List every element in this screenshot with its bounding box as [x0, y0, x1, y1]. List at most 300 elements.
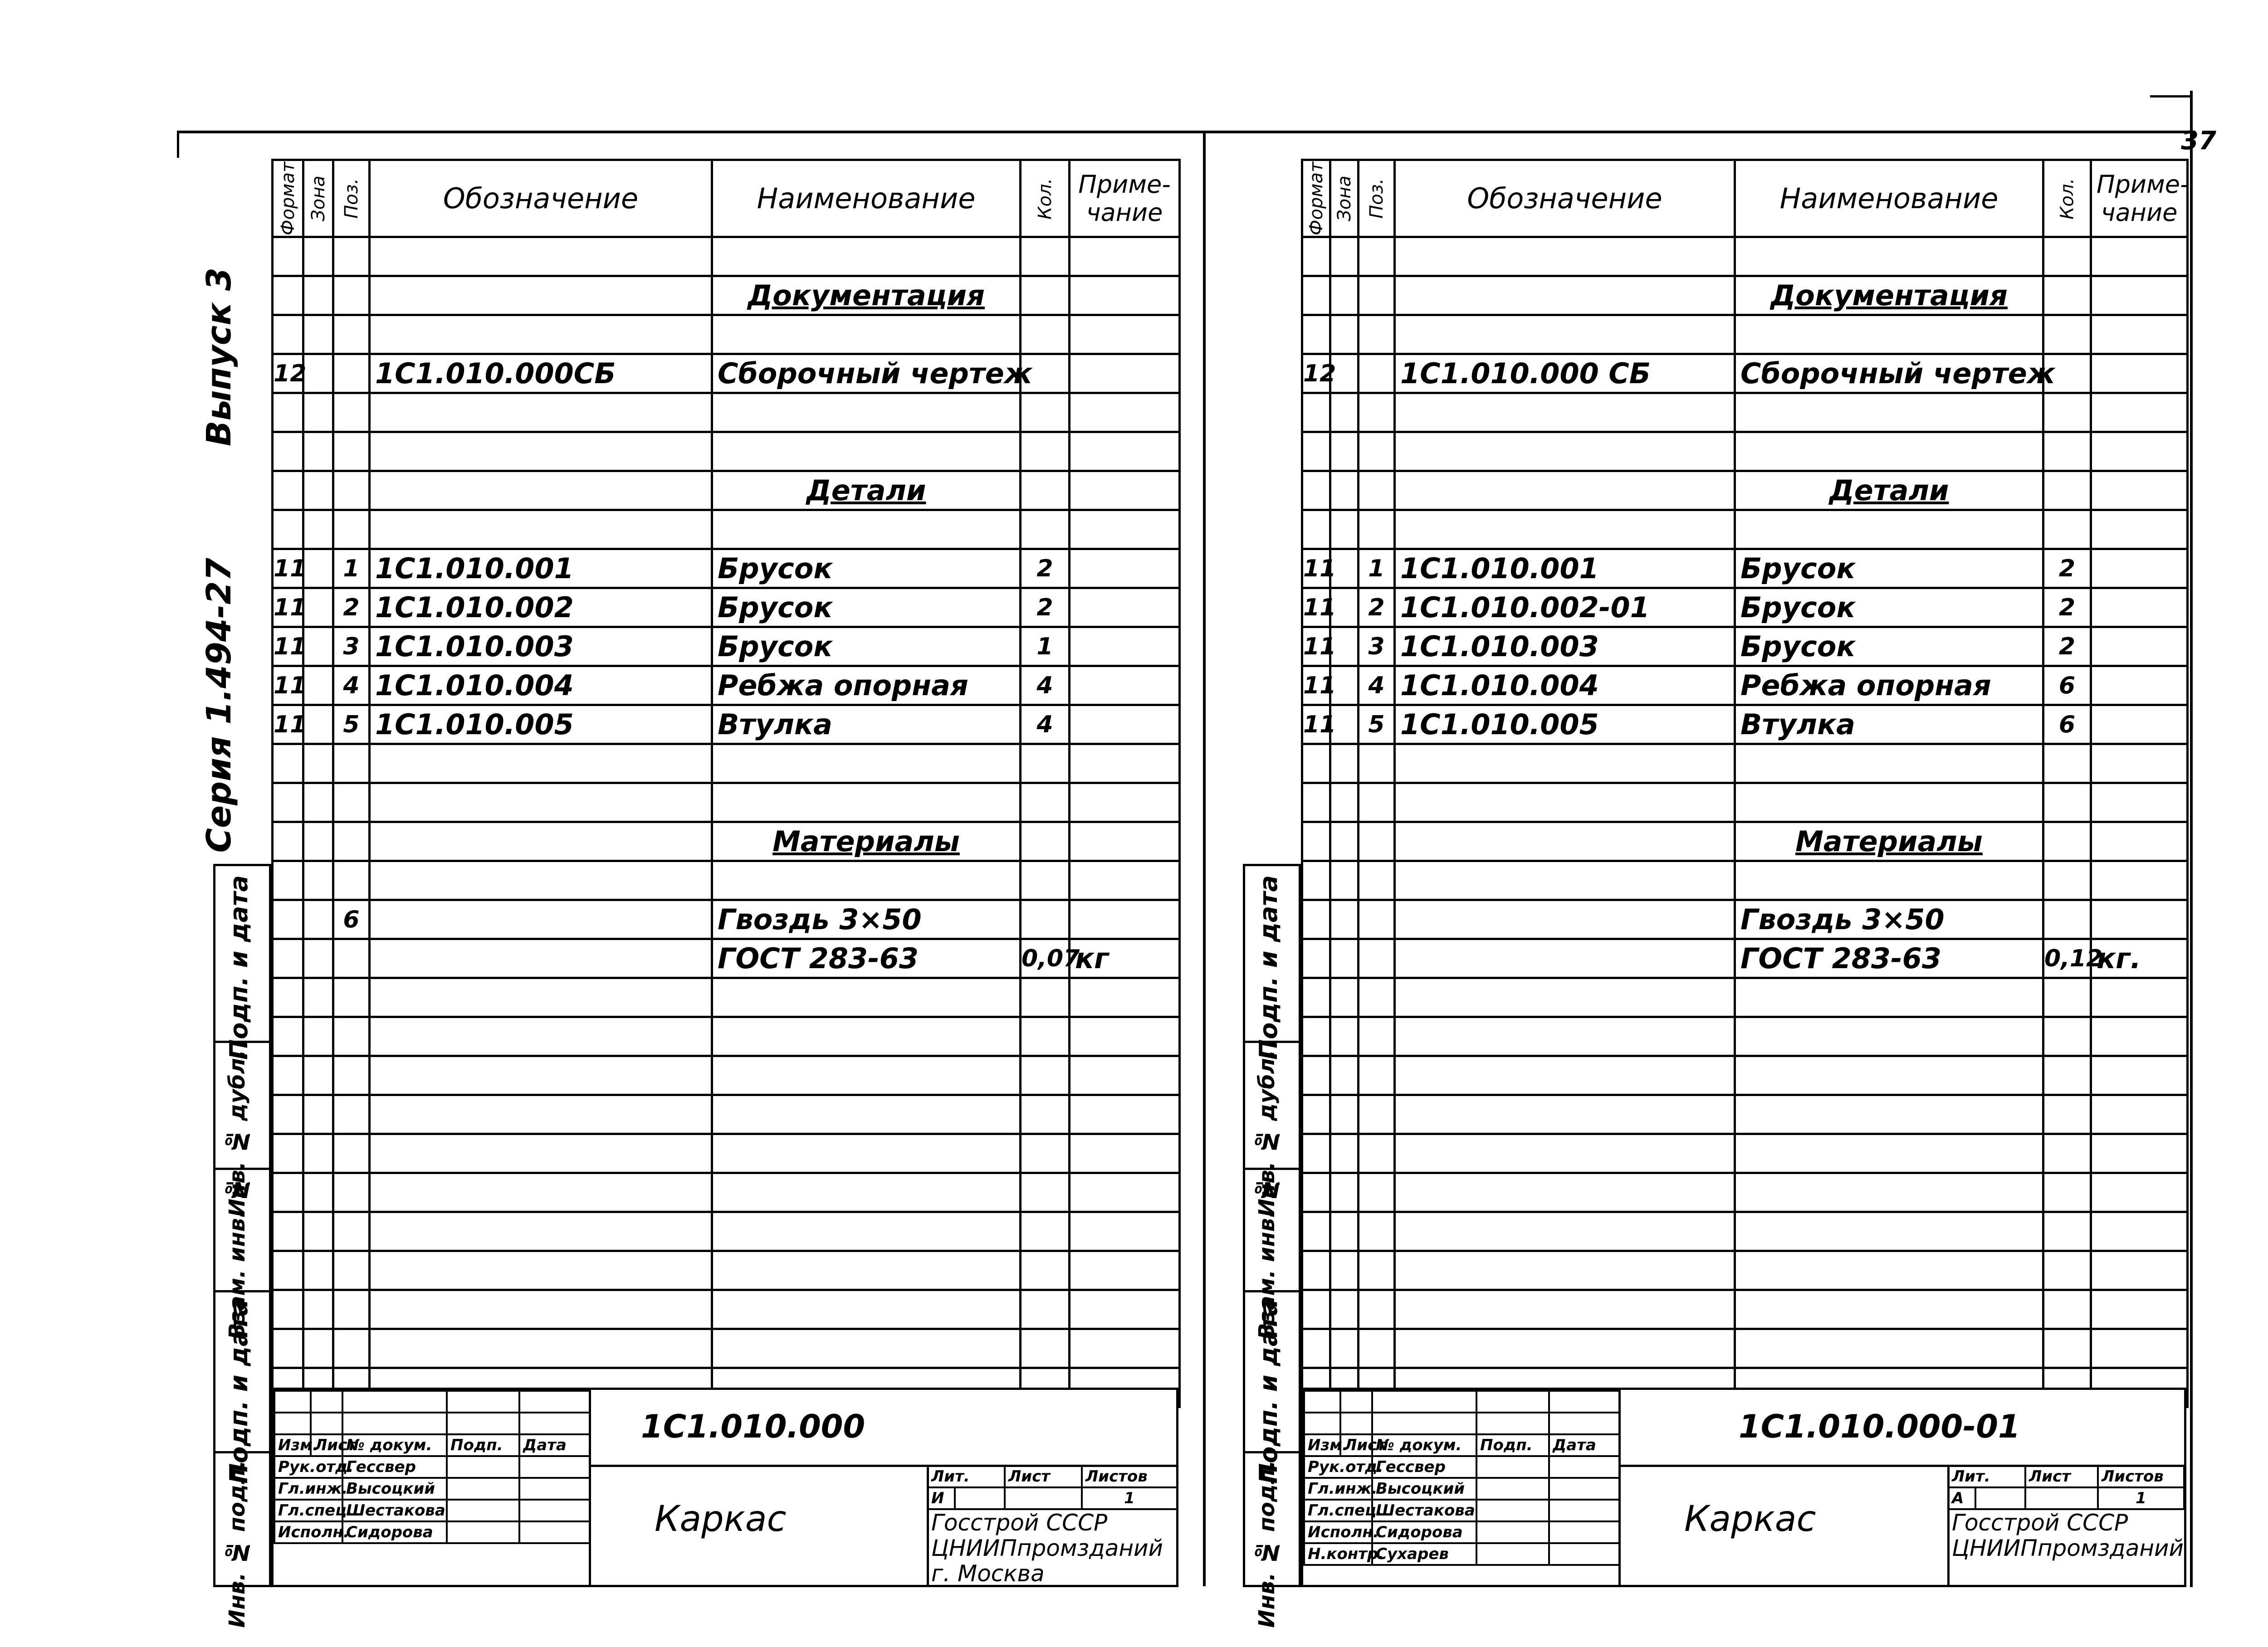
- format-cell: [273, 315, 303, 354]
- zone-cell: [303, 783, 333, 822]
- name-cell: [1735, 978, 2043, 1017]
- designation-cell: [370, 783, 712, 822]
- date: [519, 1521, 590, 1543]
- zone-cell: [1330, 978, 1359, 1017]
- name-cell: [1735, 1095, 2043, 1134]
- zone-cell: [1330, 1173, 1359, 1212]
- table-row: [273, 1095, 1180, 1134]
- note-cell: [2091, 744, 2188, 783]
- zone-cell: [303, 1017, 333, 1056]
- format-cell: [273, 471, 303, 510]
- note-cell: [1070, 1095, 1180, 1134]
- zone-cell: [303, 1173, 333, 1212]
- role: Рук.отд.: [274, 1456, 342, 1478]
- format-cell: [1302, 393, 1330, 432]
- note-cell: [1070, 744, 1180, 783]
- person-name: Сидорова: [1372, 1521, 1476, 1543]
- table-row: [1302, 510, 2188, 549]
- zone-cell: [1330, 822, 1359, 861]
- pos-cell: [1359, 1017, 1395, 1056]
- table-row: [273, 1212, 1180, 1251]
- note-cell: [1070, 666, 1180, 705]
- role: Гл.инж.: [1304, 1478, 1372, 1500]
- qty-cell: [1021, 1173, 1070, 1212]
- header-pos: Поз.: [1359, 160, 1395, 237]
- signature-blank-row: [1304, 1391, 1619, 1413]
- left-spec-table: [271, 159, 1181, 1408]
- pos-cell: [1359, 237, 1395, 276]
- person-name: Сидорова: [342, 1521, 447, 1543]
- pos-cell: 5: [1359, 705, 1395, 744]
- note-cell: [1070, 549, 1180, 588]
- qty-cell: [2043, 1290, 2091, 1329]
- zone-cell: [1330, 1212, 1359, 1251]
- designation-cell: [370, 315, 712, 354]
- signature: [447, 1456, 519, 1478]
- zone-cell: [303, 1134, 333, 1173]
- pos-cell: [333, 1056, 370, 1095]
- qty-cell: [1021, 900, 1070, 939]
- person-name: Шестакова: [342, 1500, 447, 1521]
- format-cell: [273, 1290, 303, 1329]
- zone-cell: [303, 237, 333, 276]
- qty-cell: 2: [2043, 549, 2091, 588]
- pos-cell: [1359, 744, 1395, 783]
- pos-cell: [333, 237, 370, 276]
- right-stamp-column: [1243, 864, 1301, 1628]
- note-cell: [1070, 1017, 1180, 1056]
- designation-cell: [1395, 237, 1735, 276]
- note-cell: [1070, 1290, 1180, 1329]
- note-cell: [2091, 627, 2188, 666]
- zone-cell: [303, 1290, 333, 1329]
- person-name: Шестакова: [1372, 1500, 1476, 1521]
- signature-header: № докум.: [342, 1434, 447, 1456]
- qty-cell: [1021, 978, 1070, 1017]
- zone-cell: [1330, 939, 1359, 978]
- table-row: [1302, 276, 2188, 315]
- designation-cell: [370, 393, 712, 432]
- zone-cell: [303, 393, 333, 432]
- top-left-tick: [177, 131, 179, 158]
- table-row: [273, 393, 1180, 432]
- zone-cell: [303, 549, 333, 588]
- note-cell: [2091, 354, 2188, 393]
- name-cell: [1735, 1212, 2043, 1251]
- pos-cell: [1359, 315, 1395, 354]
- person-name: Сухарев: [1372, 1543, 1476, 1565]
- pos-cell: [333, 1251, 370, 1290]
- name-cell: [1735, 783, 2043, 822]
- designation-cell: 1С1.010.003: [370, 627, 712, 666]
- sheets-value: 1: [2098, 1487, 2184, 1509]
- date: [1549, 1456, 1619, 1478]
- zone-cell: [303, 666, 333, 705]
- lit-value: А: [1948, 1487, 1975, 1509]
- header-designation: Обозначение: [1395, 160, 1735, 237]
- qty-cell: [2043, 1251, 2091, 1290]
- note-cell: [2091, 1134, 2188, 1173]
- qty-cell: [2043, 1329, 2091, 1368]
- designation-cell: [1395, 1212, 1735, 1251]
- name-cell: [712, 1056, 1021, 1095]
- zone-cell: [1330, 1251, 1359, 1290]
- format-cell: [1302, 900, 1330, 939]
- table-row: [1302, 237, 2188, 276]
- designation-cell: [370, 471, 712, 510]
- zone-cell: [303, 1251, 333, 1290]
- format-cell: [273, 237, 303, 276]
- person-name: Высоцкий: [1372, 1478, 1476, 1500]
- table-row: [273, 1251, 1180, 1290]
- format-cell: 11: [1302, 705, 1330, 744]
- pos-cell: 1: [333, 549, 370, 588]
- format-cell: [1302, 744, 1330, 783]
- table-row: [273, 354, 1180, 393]
- note-cell: [1070, 471, 1180, 510]
- signature-blank-row: [1304, 1413, 1619, 1434]
- designation-cell: [1395, 1134, 1735, 1173]
- name-cell: [712, 1095, 1021, 1134]
- qty-cell: [1021, 237, 1070, 276]
- pos-cell: 2: [1359, 588, 1395, 627]
- zone-cell: [1330, 900, 1359, 939]
- note-cell: [1070, 1134, 1180, 1173]
- pos-cell: 4: [333, 666, 370, 705]
- pos-cell: [333, 783, 370, 822]
- note-cell: [2091, 393, 2188, 432]
- pos-cell: 1: [1359, 549, 1395, 588]
- name-cell: [712, 1212, 1021, 1251]
- name-cell: [712, 744, 1021, 783]
- format-cell: [273, 939, 303, 978]
- signature-header: Лист: [311, 1434, 342, 1456]
- name-cell: Брусок: [712, 588, 1021, 627]
- item-name: Каркас: [1684, 1499, 1816, 1540]
- table-row: [1302, 978, 2188, 1017]
- qty-cell: [1021, 276, 1070, 315]
- zone-cell: [303, 471, 333, 510]
- note-cell: [1070, 276, 1180, 315]
- name-cell: [1735, 1134, 2043, 1173]
- name-cell: Втулка: [712, 705, 1021, 744]
- table-row: [1302, 1173, 2188, 1212]
- designation-cell: [370, 237, 712, 276]
- signature-row: [1304, 1500, 1619, 1521]
- table-row: [1302, 783, 2188, 822]
- table-row: [1302, 1251, 2188, 1290]
- table-row: [1302, 861, 2188, 900]
- designation-cell: 1С1.010.002-01: [1395, 588, 1735, 627]
- signature: [447, 1521, 519, 1543]
- lit-sheet-table: [1947, 1465, 2185, 1510]
- pos-cell: [333, 939, 370, 978]
- qty-cell: [1021, 822, 1070, 861]
- role: Исполн.: [1304, 1521, 1372, 1543]
- format-cell: 11: [273, 705, 303, 744]
- stamp-label: Подп. и дата: [1254, 1299, 1283, 1484]
- header-designation: Обозначение: [370, 160, 712, 237]
- item-name: Каркас: [655, 1499, 787, 1540]
- center-fold-line: [1203, 131, 1206, 1586]
- format-cell: [1302, 1251, 1330, 1290]
- designation-cell: [370, 1212, 712, 1251]
- designation-cell: [1395, 939, 1735, 978]
- designation-cell: [370, 939, 712, 978]
- table-row: [1302, 432, 2188, 471]
- designation-cell: [1395, 432, 1735, 471]
- qty-cell: [2043, 1173, 2091, 1212]
- pos-cell: [333, 1095, 370, 1134]
- signature: [1476, 1478, 1549, 1500]
- qty-cell: [2043, 510, 2091, 549]
- pos-cell: [1359, 1290, 1395, 1329]
- signature-header: № докум.: [1372, 1434, 1476, 1456]
- designation-cell: [1395, 315, 1735, 354]
- format-cell: [273, 393, 303, 432]
- table-row: [273, 588, 1180, 627]
- name-cell: [1735, 1017, 2043, 1056]
- header-pos: Поз.: [333, 160, 370, 237]
- table-row: [273, 1134, 1180, 1173]
- zone-cell: [303, 900, 333, 939]
- zone-cell: [1330, 510, 1359, 549]
- pos-cell: [1359, 900, 1395, 939]
- format-cell: [273, 1056, 303, 1095]
- table-row: [273, 861, 1180, 900]
- format-cell: [1302, 1056, 1330, 1095]
- designation-cell: 1С1.010.004: [370, 666, 712, 705]
- designation-cell: [1395, 510, 1735, 549]
- stamp-label: Подп. и дата: [225, 875, 253, 1060]
- format-cell: [1302, 1173, 1330, 1212]
- note-cell: [1070, 432, 1180, 471]
- pos-cell: 5: [333, 705, 370, 744]
- qty-cell: [1021, 1134, 1070, 1173]
- table-row: [273, 1290, 1180, 1329]
- format-cell: [273, 1251, 303, 1290]
- signature-row: [1304, 1543, 1619, 1565]
- pos-cell: [333, 1329, 370, 1368]
- designation-cell: [370, 978, 712, 1017]
- qty-cell: [2043, 315, 2091, 354]
- doc-code: 1С1.010.000: [641, 1408, 865, 1445]
- signature: [447, 1500, 519, 1521]
- designation-cell: 1С1.010.001: [370, 549, 712, 588]
- note-cell: [2091, 783, 2188, 822]
- format-cell: [1302, 783, 1330, 822]
- table-row: [1302, 1329, 2188, 1368]
- table-row: [273, 627, 1180, 666]
- zone-cell: [303, 276, 333, 315]
- note-cell: кг: [1070, 939, 1180, 978]
- signature-blank-row: [274, 1413, 590, 1434]
- table-row: [1302, 1290, 2188, 1329]
- table-header-row: [273, 160, 1180, 237]
- format-cell: [273, 1095, 303, 1134]
- format-cell: 12: [273, 354, 303, 393]
- table-row: [1302, 315, 2188, 354]
- table-row: [273, 315, 1180, 354]
- top-border-line: [177, 131, 2195, 133]
- signature-header-row: [274, 1434, 590, 1456]
- note-cell: [1070, 861, 1180, 900]
- format-cell: 11: [273, 666, 303, 705]
- left-title-block: [271, 1388, 1178, 1587]
- table-row: [273, 549, 1180, 588]
- qty-cell: 0,07: [1021, 939, 1070, 978]
- table-row: [1302, 1095, 2188, 1134]
- note-cell: [1070, 783, 1180, 822]
- name-cell: Брусок: [1735, 549, 2043, 588]
- header-zone: Зона: [1330, 160, 1359, 237]
- name-cell: [712, 315, 1021, 354]
- qty-cell: [2043, 1095, 2091, 1134]
- qty-cell: [2043, 393, 2091, 432]
- header-zone: Зона: [303, 160, 333, 237]
- qty-cell: 0,12: [2043, 939, 2091, 978]
- table-row: [1302, 666, 2188, 705]
- format-cell: [1302, 1017, 1330, 1056]
- qty-cell: 2: [2043, 627, 2091, 666]
- signature-row: [274, 1478, 590, 1500]
- name-cell: [1735, 510, 2043, 549]
- note-cell: [2091, 900, 2188, 939]
- signature-header: Подп.: [447, 1434, 519, 1456]
- name-cell: [712, 1134, 1021, 1173]
- designation-cell: [1395, 1017, 1735, 1056]
- note-cell: [1070, 627, 1180, 666]
- zone-cell: [1330, 1095, 1359, 1134]
- signature-row: [274, 1521, 590, 1543]
- person-name: Гессвер: [1372, 1456, 1476, 1478]
- pos-cell: [333, 822, 370, 861]
- format-cell: [273, 744, 303, 783]
- role: Исполн.: [274, 1521, 342, 1543]
- zone-cell: [1330, 471, 1359, 510]
- format-cell: [273, 783, 303, 822]
- role: Гл.спец.: [274, 1500, 342, 1521]
- name-cell: Материалы: [712, 822, 1021, 861]
- note-cell: [2091, 978, 2188, 1017]
- qty-cell: [2043, 1134, 2091, 1173]
- name-cell: [712, 1251, 1021, 1290]
- table-row: [1302, 588, 2188, 627]
- header-name: Наименование: [1735, 160, 2043, 237]
- note-cell: [2091, 1251, 2188, 1290]
- zone-cell: [1330, 432, 1359, 471]
- name-cell: Документация: [1735, 276, 2043, 315]
- name-cell: Гвоздь 3×50: [712, 900, 1021, 939]
- signature-header: Дата: [519, 1434, 590, 1456]
- stamp-label: Подп. и дата: [1254, 875, 1283, 1060]
- designation-cell: 1С1.010.004: [1395, 666, 1735, 705]
- designation-cell: [1395, 744, 1735, 783]
- doc-code: 1С1.010.000-01: [1739, 1408, 2020, 1445]
- designation-cell: 1С1.010.000 СБ: [1395, 354, 1735, 393]
- signature: [1476, 1521, 1549, 1543]
- zone-cell: [1330, 1290, 1359, 1329]
- signature-blank-row: [274, 1391, 590, 1413]
- name-cell: [712, 1173, 1021, 1212]
- pos-cell: [333, 1173, 370, 1212]
- designation-cell: [1395, 900, 1735, 939]
- pos-cell: 4: [1359, 666, 1395, 705]
- designation-cell: [370, 1017, 712, 1056]
- zone-cell: [1330, 276, 1359, 315]
- note-cell: [2091, 861, 2188, 900]
- signature-header: Подп.: [1476, 1434, 1549, 1456]
- pos-cell: [1359, 393, 1395, 432]
- stamp-label: Взам. инв. №: [225, 1177, 250, 1340]
- designation-cell: [370, 1173, 712, 1212]
- zone-cell: [303, 588, 333, 627]
- right-border-line: [2190, 91, 2193, 1587]
- qty-cell: [1021, 510, 1070, 549]
- format-cell: [1302, 1212, 1330, 1251]
- note-cell: [2091, 315, 2188, 354]
- pos-cell: [1359, 276, 1395, 315]
- pos-cell: [1359, 510, 1395, 549]
- designation-cell: [370, 1134, 712, 1173]
- designation-cell: [370, 744, 712, 783]
- qty-cell: [2043, 978, 2091, 1017]
- header-format: Формат: [273, 160, 303, 237]
- lit-sheet-table: [927, 1465, 1178, 1510]
- signature-header: Лист: [1340, 1434, 1372, 1456]
- sheet-label: Лист: [2025, 1466, 2098, 1487]
- qty-cell: 2: [1021, 588, 1070, 627]
- pos-cell: [1359, 822, 1395, 861]
- note-cell: [1070, 900, 1180, 939]
- right-title-block: [1301, 1388, 2186, 1587]
- table-row: [273, 822, 1180, 861]
- designation-cell: 1С1.010.001: [1395, 549, 1735, 588]
- pos-cell: [1359, 861, 1395, 900]
- name-cell: [1735, 432, 2043, 471]
- table-row: [1302, 1056, 2188, 1095]
- format-cell: [273, 822, 303, 861]
- zone-cell: [303, 1212, 333, 1251]
- pos-cell: [1359, 783, 1395, 822]
- note-cell: [2091, 432, 2188, 471]
- format-cell: 11: [1302, 627, 1330, 666]
- role: Гл.спец.: [1304, 1500, 1372, 1521]
- qty-cell: [1021, 1290, 1070, 1329]
- table-row: [273, 276, 1180, 315]
- table-row: [273, 510, 1180, 549]
- name-cell: [712, 510, 1021, 549]
- table-row: [273, 900, 1180, 939]
- pos-cell: [1359, 354, 1395, 393]
- pos-cell: [1359, 1251, 1395, 1290]
- note-cell: [1070, 978, 1180, 1017]
- page-number: 37: [2181, 126, 2216, 156]
- qty-cell: [1021, 1251, 1070, 1290]
- qty-cell: 4: [1021, 705, 1070, 744]
- name-cell: [712, 1290, 1021, 1329]
- designation-cell: [1395, 471, 1735, 510]
- note-cell: [2091, 471, 2188, 510]
- note-cell: [2091, 666, 2188, 705]
- right-top-tick: [2150, 95, 2191, 97]
- name-cell: Сборочный чертеж: [1735, 354, 2043, 393]
- date: [1549, 1478, 1619, 1500]
- name-cell: [712, 237, 1021, 276]
- table-row: [1302, 471, 2188, 510]
- zone-cell: [303, 1095, 333, 1134]
- stamp-label: Инв. № дубл.: [1254, 1050, 1280, 1217]
